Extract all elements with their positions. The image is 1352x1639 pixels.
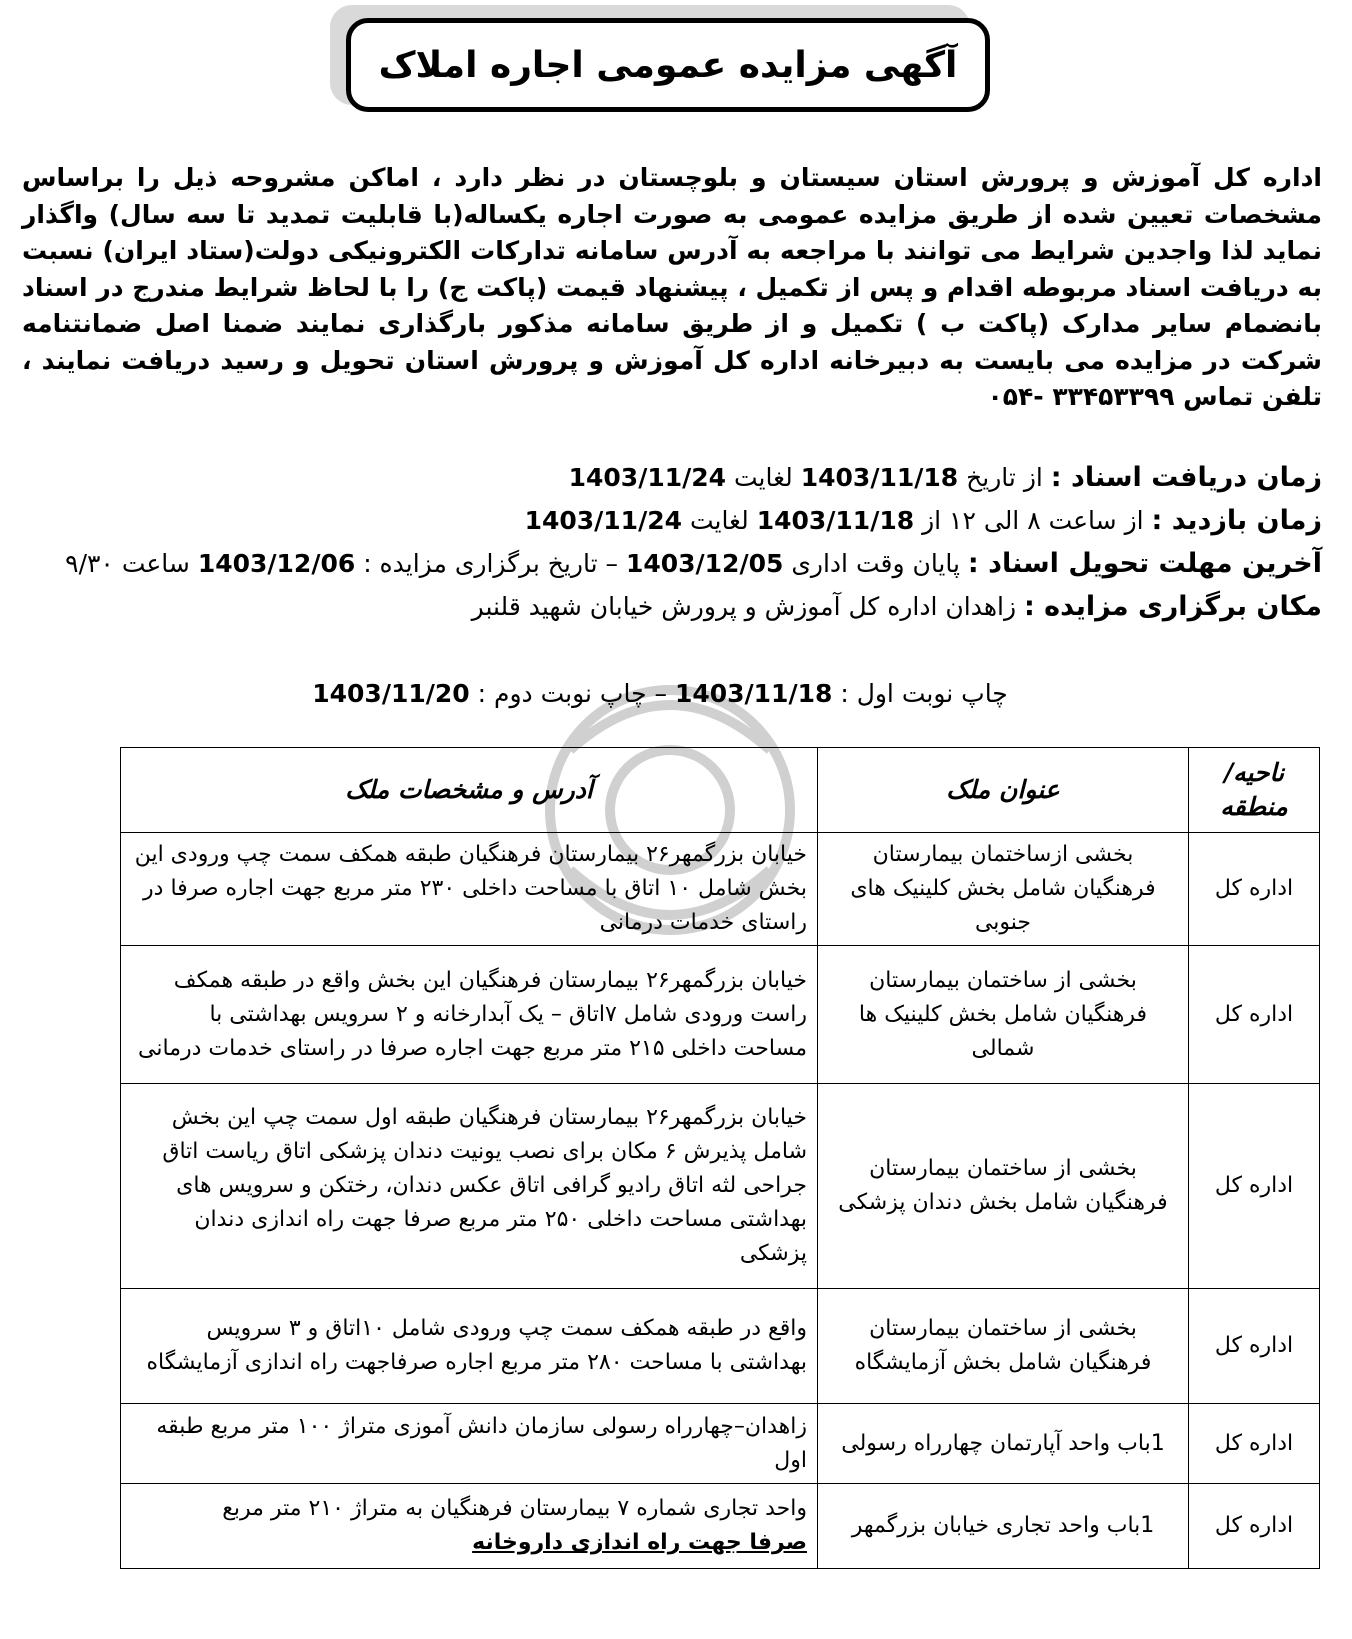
row-address: زاهدان–چهارراه رسولی سازمان دانش آموزی متراژ ۱۰۰ متر مربع طبقه اول: [121, 1404, 818, 1484]
row-title: بخشی از ساختمان بیمارستان فرهنگیان شامل بخش کلینیک ها شمالی: [818, 946, 1189, 1084]
row-region: اداره کل: [1189, 1484, 1320, 1569]
location-text: زاهدان اداره کل آموزش و پرورش خیابان شهید قلنبر: [471, 592, 1017, 621]
doc-receipt-line: [569, 460, 1322, 496]
deadline-label: آخرین مهلت تحویل اسناد :: [967, 548, 1322, 579]
header-address: آدرس و مشخصات ملک: [121, 748, 818, 833]
table-header-row: [121, 748, 1320, 833]
row-title: بخشی ازساختمان بیمارستان فرهنگیان شامل بخش کلینیک های جنوبی: [818, 833, 1189, 946]
notice-title: آگهی مزایده عمومی اجاره املاک: [378, 44, 958, 86]
print-second-text: – چاپ نوبت دوم :: [477, 679, 667, 708]
header-region: ناحیه/منطقه: [1189, 748, 1320, 833]
intro-paragraph: اداره کل آموزش و پرورش استان سیستان و بلوچستان در نظر دارد ، اماکن مشروحه ذیل را براساس مشخصات تعیین شده از طریق مزایده عمومی به صورت اجاره یکساله(با قابلیت تمدید تا سه سال) واگذار نماید لذا واجدین شرایط می توانند با مراجعه به آدرس سامانه تدارکات الکترونیکی دولت(ستاد ایران) نسبت به دریافت اسناد مربوطه اقدام و پس از تکمیل ، پیشنهاد قیمت (پاکت ج) را با لحاظ شرایط مندرج در اسناد بانضمام سایر مدارک (پاکت ب ) تکمیل و از طریق سامانه مذکور بارگذاری نمایند ضمنا اصل ضمانتنامه شرکت در مزایده می بایست به دبیرخانه اداره کل آموزش و پرورش استان تحویل و رسید دریافت نمایند ، تلفن تماس ۳۳۴۵۳۳۹۹ -۰۵۴: [22, 163, 1322, 411]
row-region: اداره کل: [1189, 833, 1320, 946]
row-title: بخشی از ساختمان بیمارستان فرهنگیان شامل بخش آزمایشگاه: [818, 1289, 1189, 1404]
row-title: 1باب واحد تجاری خیابان بزرگمهر: [818, 1484, 1189, 1569]
row-address: واحد تجاری شماره ۷ بیمارستان فرهنگیان به متراژ ۲۱۰ متر مربع: [222, 1496, 807, 1521]
auction-date-text: – تاریخ برگزاری مزایده :: [363, 549, 618, 578]
auction-date: 1403/12/06: [197, 549, 356, 578]
deadline-line: [65, 546, 1322, 582]
header-title: عنوان ملک: [818, 748, 1189, 833]
row-region: اداره کل: [1189, 1084, 1320, 1289]
location-label: مکان برگزاری مزایده :: [1023, 591, 1322, 622]
title-box: [346, 18, 990, 112]
doc-receipt-from-text: از تاریخ: [966, 463, 1043, 492]
print-second-date: 1403/11/20: [312, 679, 470, 708]
doc-receipt-to-text: لغایت: [733, 463, 793, 492]
auction-time: ساعت ۹/۳۰: [65, 549, 190, 578]
table-row: [121, 1289, 1320, 1404]
row-title: 1باب واحد آپارتمان چهارراه رسولی: [818, 1404, 1189, 1484]
doc-receipt-from-date: 1403/11/18: [800, 463, 959, 492]
row-address: خیابان بزرگمهر۲۶ بیمارستان فرهنگیان طبقه همکف سمت چپ ورودی این بخش شامل ۱۰ اتاق با مساحت داخلی ۲۳۰ متر مربع جهت اجاره صرفا در راستای خدمات درمانی: [121, 833, 818, 946]
row-address: واقع در طبقه همکف سمت چپ ورودی شامل ۱۰اتاق و ۳ سرویس بهداشتی با مساحت ۲۸۰ متر مربع اجاره صرفاجهت راه اندازی آزمایشگاه: [121, 1289, 818, 1404]
row-region: اداره کل: [1189, 1289, 1320, 1404]
deadline-text: پایان وقت اداری: [791, 549, 960, 578]
visit-from-date: 1403/11/18: [756, 506, 915, 535]
doc-receipt-to-date: 1403/11/24: [568, 463, 727, 492]
visit-to-text: لغایت: [689, 506, 749, 535]
visit-to-date: 1403/11/24: [524, 506, 682, 535]
visit-label: زمان بازدید :: [1151, 505, 1322, 536]
table-row: [121, 1404, 1320, 1484]
print-first-text: چاپ نوبت اول :: [840, 679, 1008, 708]
row-address-emphasis: صرفا جهت راه اندازی داروخانه: [472, 1530, 807, 1555]
row-region: اداره کل: [1189, 946, 1320, 1084]
location-line: [472, 589, 1322, 625]
visit-line: [525, 503, 1322, 539]
table-row: [121, 1484, 1320, 1569]
row-address: خیابان بزرگمهر۲۶ بیمارستان فرهنگیان این بخش واقع در طبقه همکف راست ورودی شامل ۷اتاق – یک آبدارخانه و ۲ سرویس بهداشتی با مساحت داخلی ۲۱۵ متر مربع جهت اجاره صرفا در راستای خدمات درمانی: [121, 946, 818, 1084]
table-row: [121, 946, 1320, 1084]
table-row: [121, 833, 1320, 946]
row-region: اداره کل: [1189, 1404, 1320, 1484]
visit-text: از ساعت ۸ الی ۱۲ از: [922, 506, 1144, 535]
print-first-date: 1403/11/18: [674, 679, 833, 708]
table-row: [121, 1084, 1320, 1289]
row-address: خیابان بزرگمهر۲۶ بیمارستان فرهنگیان طبقه اول سمت چپ این بخش شامل پذیرش ۶ مکان برای نصب یونیت دندان پزشکی اتاق ریاست اتاق جراحی لثه اتاق رادیو گرافی اتاق عکس دندان، رختکن و سرویس های بهداشتی مساحت داخلی ۲۵۰ متر مربع صرفا جهت راه اندازی دندان پزشکی: [121, 1084, 818, 1289]
print-dates-line: [300, 676, 1020, 712]
deadline-date: 1403/12/05: [625, 549, 784, 578]
properties-table: [120, 747, 1320, 1569]
doc-receipt-label: زمان دریافت اسناد :: [1050, 462, 1322, 493]
row-title: بخشی از ساختمان بیمارستان فرهنگیان شامل بخش دندان پزشکی: [818, 1084, 1189, 1289]
row-address-cell: [121, 1484, 818, 1569]
